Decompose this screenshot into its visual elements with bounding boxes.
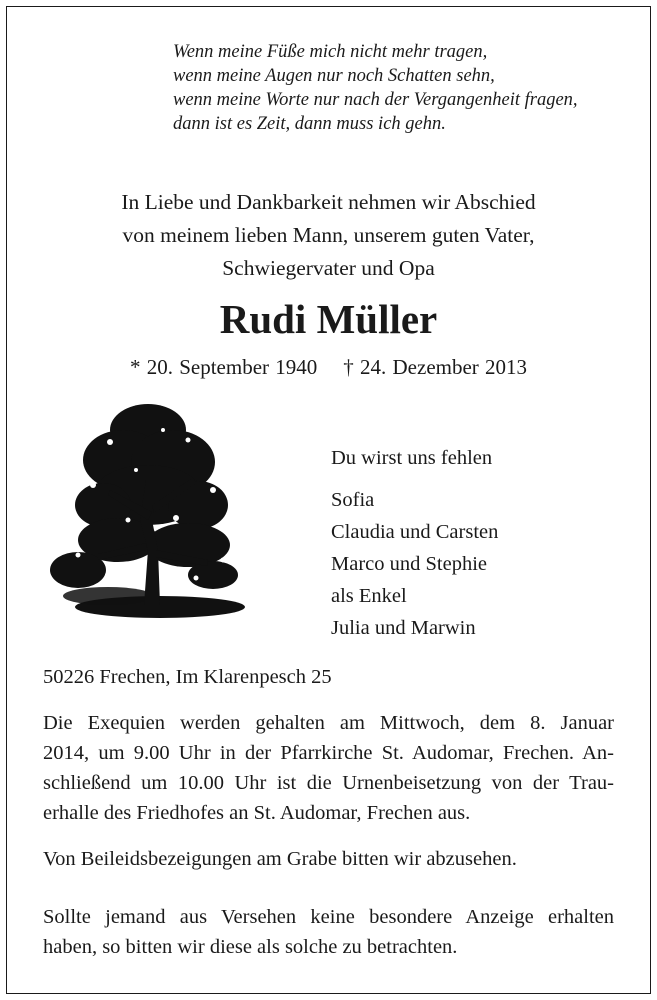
condolence-line: Von Beileidsbezeigungen am Grabe bitten wir abzusehen.	[43, 848, 517, 870]
notice-paragraph	[43, 902, 614, 962]
poem-line: Wenn meine Füße mich nicht mehr tragen,	[173, 42, 488, 62]
poem-line: wenn meine Augen nur noch Schatten sehn,	[173, 66, 495, 86]
family-heading: Du wirst uns fehlen	[331, 447, 493, 469]
poem-line: dann ist es Zeit, dann muss ich gehn.	[173, 114, 446, 134]
intro-text	[0, 186, 657, 285]
tree-icon	[48, 400, 248, 622]
service-paragraph	[43, 708, 614, 828]
notice-line: Sollte jemand aus Versehen keine besondere Anzeige erhalten	[43, 906, 614, 928]
service-line: schließend um 10.00 Uhr ist die Urnenbeisetzung von der Trau-	[43, 772, 614, 794]
address: 50226 Frechen, Im Klarenpesch 25	[43, 666, 332, 688]
family-member: als Enkel	[331, 585, 407, 607]
condolence-paragraph	[43, 844, 614, 874]
intro-line: In Liebe und Dankbarkeit nehmen wir Abschied	[121, 190, 536, 214]
notice-line: haben, so bitten wir diese als solche zu betrachten.	[43, 936, 458, 958]
intro-line: Schwiegervater und Opa	[222, 256, 435, 280]
family-member: Julia und Marwin	[331, 617, 476, 639]
family-member: Marco und Stephie	[331, 553, 487, 575]
family-member: Sofia	[331, 489, 375, 511]
service-line: erhalle des Friedhofes an St. Audomar, Frechen aus.	[43, 802, 471, 824]
birth-date: * 20. September 1940	[129, 355, 318, 379]
family-member: Claudia und Carsten	[331, 521, 499, 543]
death-date: † 24. Dezember 2013	[343, 355, 528, 379]
service-line: Die Exequien werden gehalten am Mittwoch, dem 8. Januar	[43, 712, 614, 734]
life-dates	[0, 352, 657, 382]
intro-line: von meinem lieben Mann, unserem guten Vater,	[122, 223, 535, 247]
poem-line: wenn meine Worte nur nach der Vergangenheit fragen,	[173, 90, 578, 110]
deceased-name: Rudi Müller	[219, 296, 438, 342]
poem	[173, 40, 643, 136]
family-list	[331, 442, 631, 644]
service-line: 2014, um 9.00 Uhr in der Pfarrkirche St. Audomar, Frechen. An-	[43, 742, 614, 764]
